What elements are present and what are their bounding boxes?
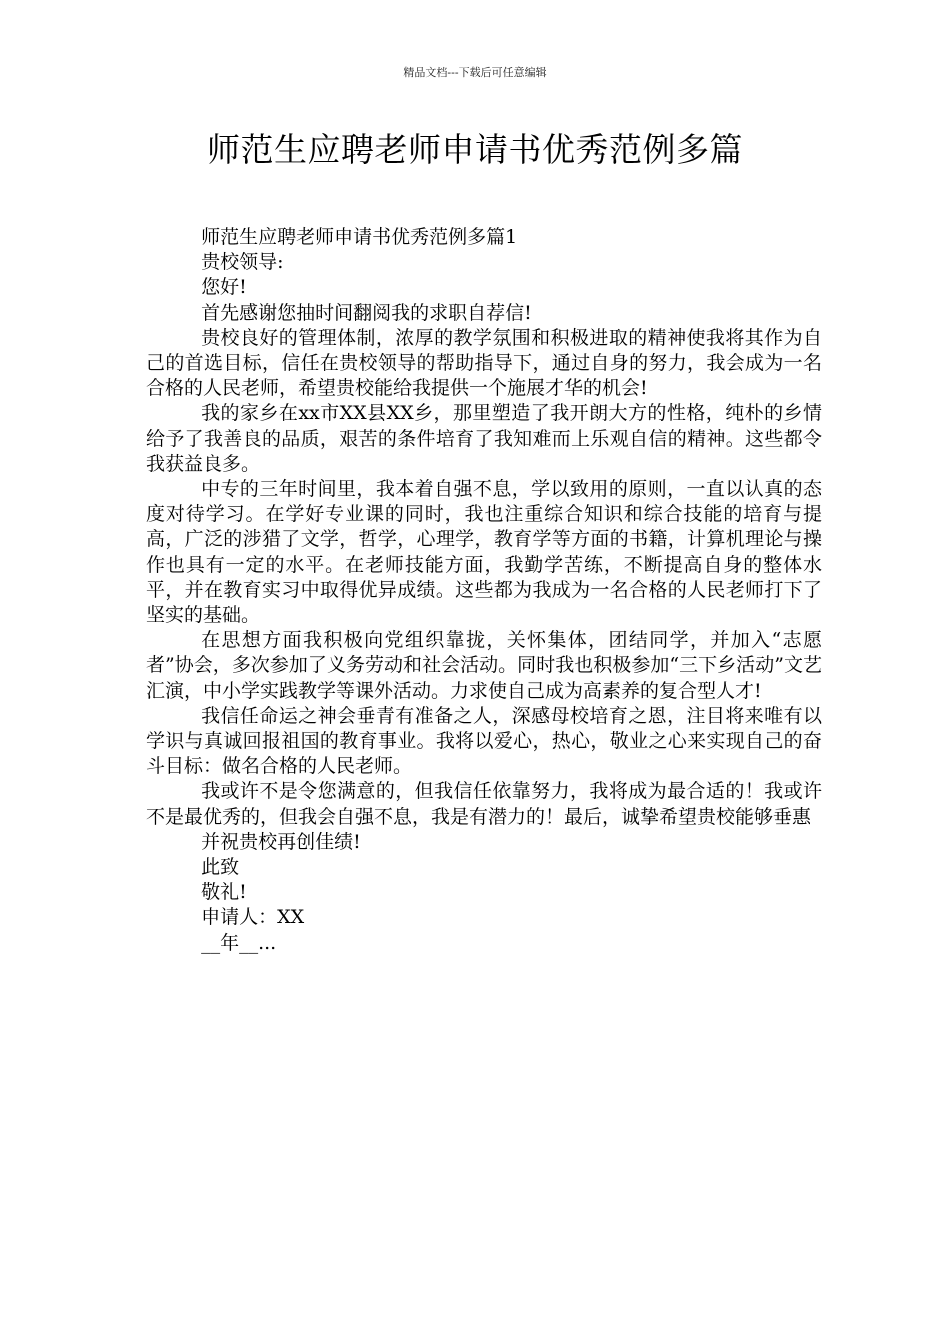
- closing-respect: 敬礼!: [201, 881, 247, 904]
- opening-line: 首先感谢您抽时间翻阅我的求职自荐信!: [201, 301, 532, 324]
- document-title: 师范生应聘老师申请书优秀范例多篇: [207, 130, 743, 169]
- body-paragraph: 我信任命运之神会垂青有准备之人，深感母校培育之恩，注目将来唯有以学识与真诚回报祖国的教育事业。我将以爱心，热心，敬业之心来实现自己的奋斗目标：做名合格的人民老师。: [146, 704, 822, 778]
- applicant-signature: 申请人：XX: [201, 906, 305, 929]
- body-paragraph: 贵校良好的管理体制，浓厚的教学氛围和积极进取的精神使我将其作为自己的首选目标，信任在贵校领导的帮助指导下，通过自身的努力，我会成为一名合格的人民老师，希望贵校能给我提供一个施展才华的机会!: [146, 326, 822, 400]
- closing-salute: 此致: [201, 856, 240, 879]
- body-paragraph: 在思想方面我积极向党组织靠拢，关怀集体，团结同学，并加入“志愿者”协会，多次参加了义务劳动和社会活动。同时我也积极参加“三下乡活动”文艺汇演，中小学实践教学等课外活动。力求使自己成为高素养的复合型人才!: [146, 629, 822, 702]
- document-body: [146, 225, 822, 956]
- salutation: 贵校领导:: [201, 251, 284, 274]
- body-paragraph: 我的家乡在xx市XX县XX乡，那里塑造了我开朗大方的性格，纯朴的乡情给予了我善良的品质，艰苦的条件培育了我知难而上乐观自信的精神。这些都令我获益良多。: [146, 402, 822, 475]
- date-line: __年__...: [201, 931, 277, 954]
- greeting: 您好!: [201, 276, 247, 299]
- body-paragraph: 我或许不是令您满意的，但我信任依靠努力，我将成为最合适的！我或许不是最优秀的，但我会自强不息，我是有潜力的！最后，诚挚希望贵校能够垂惠: [146, 780, 822, 828]
- closing-wish: 并祝贵校再创佳绩!: [201, 830, 361, 853]
- header-note: 精品文档---下载后可任意编辑: [403, 66, 547, 79]
- section-heading: 师范生应聘老师申请书优秀范例多篇1: [201, 226, 518, 248]
- body-paragraph: 中专的三年时间里，我本着自强不息，学以致用的原则，一直以认真的态度对待学习。在学好专业课的同时，我也注重综合知识和综合技能的培育与提高，广泛的涉猎了文学，哲学，心理学，教育学等方面的书籍，计算机理论与操作也具有一定的水平。在老师技能方面，我勤学苦练，不断提高自身的整体水平，并在教育实习中取得优异成绩。这些都为我成为一名合格的人民老师打下了坚实的基础。: [146, 478, 822, 627]
